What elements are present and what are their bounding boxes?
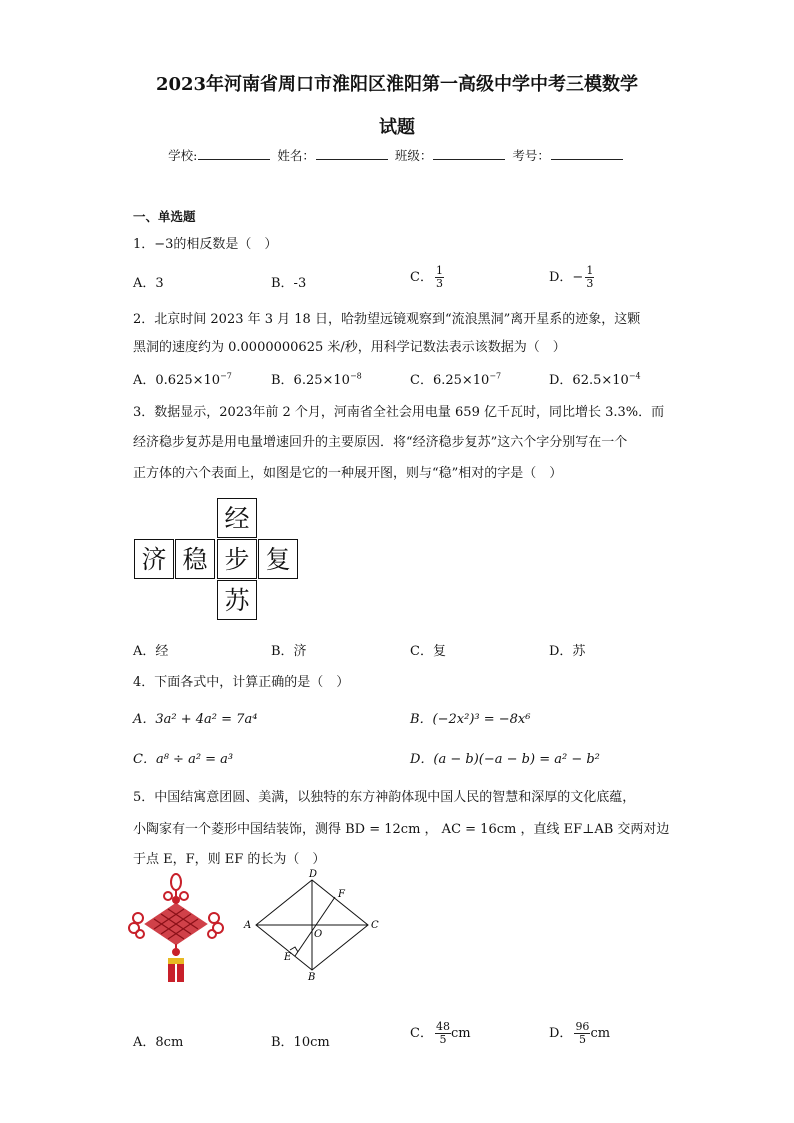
name-blank[interactable] — [316, 147, 388, 160]
exam-number-label: 考号： — [512, 148, 550, 163]
section-heading: 一、单选题 — [133, 209, 196, 224]
q4-option-c[interactable]: C．a⁸ ÷ a² = a³ — [133, 752, 234, 767]
q5-option-d-numerator: 96 — [575, 1020, 590, 1033]
q5-option-c-fraction — [435, 1021, 451, 1046]
q5-option-d-prefix: D． — [549, 1026, 573, 1041]
net-cell-wen: 稳 — [175, 539, 215, 579]
net-cell-bu: 步 — [217, 539, 257, 579]
label-e: E — [284, 952, 292, 963]
q2-option-c[interactable] — [410, 369, 501, 388]
q1-option-c-prefix: C． — [410, 270, 433, 285]
q1-option-d-fraction — [585, 265, 594, 290]
student-info-line — [0, 146, 794, 164]
net-cell-fu: 复 — [258, 539, 298, 579]
q1-stem: 1．−3的相反数是（ ） — [133, 237, 278, 252]
name-label: 姓名： — [277, 148, 315, 163]
q5-option-d-unit: cm — [590, 1026, 611, 1041]
exam-title-line2: 试题 — [379, 117, 415, 138]
q3-option-d[interactable]: D．苏 — [549, 644, 586, 659]
q1-option-d-denominator: 3 — [586, 277, 594, 290]
q2-stem-line1: 2．北京时间 2023 年 3 月 18 日，哈勃望远镜观察到“流浪黑洞”离开星系的迹象，这颗 — [133, 312, 641, 327]
q2-stem-line2: 黑洞的速度约为 0.0000000625 米/秒，用科学记数法表示该数据为（ ） — [133, 340, 566, 355]
rhombus-diagram — [240, 868, 380, 980]
net-cell-jing: 经 — [217, 498, 257, 538]
q4-stem: 4．下面各式中，计算正确的是（ ） — [133, 675, 350, 690]
label-a: A — [244, 920, 252, 931]
q2-option-d[interactable] — [549, 369, 641, 388]
q1-option-b[interactable]: B．-3 — [271, 276, 307, 291]
chinese-knot-image — [128, 872, 224, 984]
net-cell-su: 苏 — [217, 580, 257, 620]
q2-option-b[interactable] — [271, 369, 362, 388]
q2-option-d-exponent: −4 — [628, 371, 641, 381]
label-o: O — [314, 929, 323, 940]
q5-option-d-denominator: 5 — [578, 1033, 586, 1046]
q1-option-c-denominator: 3 — [435, 277, 443, 290]
q2-option-b-base: B．6.25×10 — [271, 373, 350, 388]
label-d: D — [309, 869, 318, 880]
exam-title-line1: 2023年河南省周口市淮阳区淮阳第一高级中学中考三模数学 — [155, 74, 639, 95]
q1-option-d-numerator: 1 — [586, 264, 594, 277]
q5-option-c[interactable] — [410, 1021, 471, 1046]
q5-option-c-numerator: 48 — [435, 1020, 450, 1033]
q5-option-d-fraction — [574, 1021, 590, 1046]
q4-option-a[interactable]: A．3a² + 4a² = 7a⁴ — [133, 712, 258, 727]
q2-option-a-base: A．0.625×10 — [133, 373, 221, 388]
segment-ef — [295, 897, 335, 956]
q3-stem-line3: 正方体的六个表面上，如图是它的一种展开图，则与“稳”相对的字是（ ） — [133, 466, 563, 481]
exam-number-blank[interactable] — [551, 147, 623, 160]
q1-option-d-prefix: D．− — [549, 270, 584, 285]
school-label: 学校: — [168, 148, 198, 163]
q5-option-d[interactable] — [549, 1021, 610, 1046]
q5-option-b[interactable]: B．10cm — [271, 1035, 330, 1050]
q3-stem-line2: 经济稳步复苏是用电量增速回升的主要原因．将“经济稳步复苏”这六个字分别写在一个 — [133, 435, 628, 450]
class-blank[interactable] — [433, 147, 505, 160]
q5-stem-line3: 于点 E，F，则 EF 的长为（ ） — [133, 852, 326, 867]
q3-option-a[interactable]: A．经 — [133, 644, 169, 659]
q5-option-a[interactable]: A．8cm — [133, 1035, 184, 1050]
q5-stem-line1: 5．中国结寓意团圆、美满，以独特的东方神韵体现中国人民的智慧和深厚的文化底蕴， — [133, 790, 636, 805]
q2-option-a-exponent: −7 — [220, 371, 232, 381]
q1-option-c-fraction — [435, 265, 444, 290]
q2-option-d-base: D．62.5×10 — [549, 373, 629, 388]
q5-option-c-unit: cm — [450, 1026, 471, 1041]
q2-option-c-exponent: −7 — [489, 371, 502, 381]
label-c: C — [371, 920, 379, 931]
q1-option-c[interactable] — [410, 265, 444, 290]
q2-option-b-exponent: −8 — [349, 371, 362, 381]
q1-option-c-numerator: 1 — [435, 264, 443, 277]
label-b: B — [308, 972, 316, 980]
q5-option-c-denominator: 5 — [439, 1033, 447, 1046]
q1-option-d[interactable] — [549, 265, 594, 290]
label-f: F — [338, 889, 345, 900]
q3-stem-line1: 3．数据显示，2023年前 2 个月，河南省全社会用电量 659 亿千瓦时，同比增长 3.3%．而 — [133, 405, 665, 420]
class-label: 班级： — [394, 148, 433, 163]
q2-option-a[interactable] — [133, 369, 232, 388]
q5-option-c-prefix: C． — [410, 1026, 433, 1041]
q1-option-a[interactable]: A．3 — [133, 276, 164, 291]
q4-option-b[interactable]: B．(−2x²)³ = −8x⁶ — [410, 712, 531, 727]
q3-option-b[interactable]: B．济 — [271, 644, 307, 659]
q5-stem-line2: 小陶家有一个菱形中国结装饰，测得 BD = 12cm ， AC = 16cm ，直线 EF⊥AB 交两对边 — [133, 822, 670, 837]
net-cell-ji: 济 — [134, 539, 174, 579]
q4-option-d[interactable]: D．(a − b)(−a − b) = a² − b² — [410, 752, 600, 767]
q3-option-c[interactable]: C．复 — [410, 644, 446, 659]
school-blank[interactable] — [198, 147, 270, 160]
q2-option-c-base: C．6.25×10 — [410, 373, 490, 388]
